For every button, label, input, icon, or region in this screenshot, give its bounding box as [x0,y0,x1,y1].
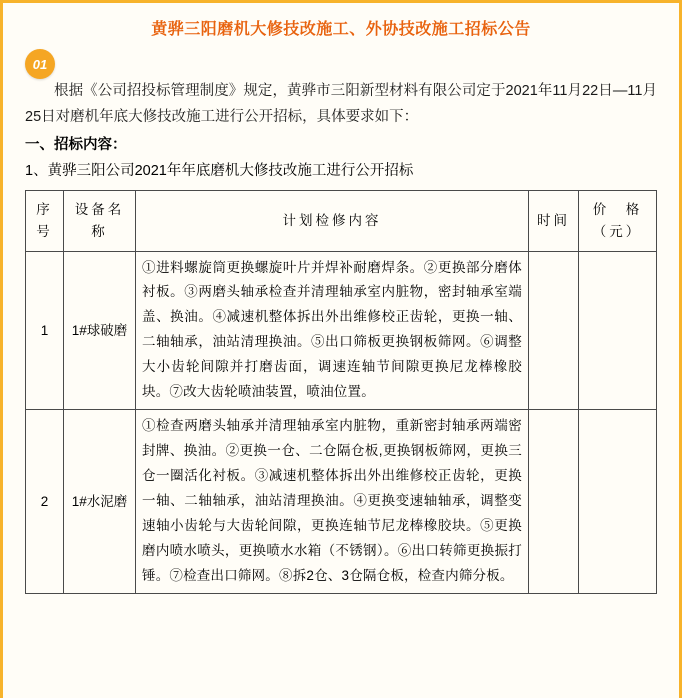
cell-price [579,410,657,594]
cell-content: ①进料螺旋筒更换螺旋叶片并焊补耐磨焊条。②更换部分磨体衬板。③两磨头轴承检查并清理轴承室内脏物，密封轴承室端盖、换油。④减速机整体拆出外出维修校正齿轮，更换一轴、二轴轴承，油站清理换油。⑤出口筛板更换钢板筛网。⑥调整大小齿轮间隙并打磨齿面，调速连轴节间隙更换尼龙棒橡胶块。⑦改大齿轮喷油装置，喷油位置。 [136,251,529,410]
table-row [26,410,657,594]
header-price: 价 格（元） [579,191,657,251]
cell-index: 1 [26,251,64,410]
section-subline: 1、黄骅三阳公司2021年年底磨机大修技改施工进行公开招标 [25,163,414,180]
cell-time [529,410,579,594]
intro-paragraph: 根据《公司招投标管理制度》规定，黄骅市三阳新型材料有限公司定于2021年11月22日—11月25日对磨机年底大修技改施工进行公开招标，具体要求如下： [25,83,657,125]
cell-index: 2 [26,410,64,594]
maintenance-table [25,190,657,594]
section-number-badge: 01 [25,49,55,79]
cell-content: ①检查两磨头轴承并清理轴承室内脏物，重新密封轴承两端密封牌、换油。②更换一仓、二仓隔仓板,更换钢板筛网，更换三仓一圈活化衬板。③减速机整体拆出外出维修校正齿轮，更换一轴、二轴轴承，油站清理换油。④更换变速轴轴承，调整变速轴小齿轮与大齿轮间隙，更换连轴节尼龙棒橡胶块。⑤更换磨内喷水喷头，更换喷水水箱（不锈钢）。⑥出口转筛更换振打锤。⑦检查出口筛网。⑧拆2仓、3仓隔仓板，检查内筛分板。 [136,410,529,594]
page-title: 黄骅三阳磨机大修技改施工、外协技改施工招标公告 [151,21,531,38]
table-header-row [26,191,657,251]
header-equipment: 设备名称 [64,191,136,251]
header-index: 序号 [26,191,64,251]
cell-equipment: 1#球破磨 [64,251,136,410]
cell-price [579,251,657,410]
table-row [26,251,657,410]
cell-time [529,251,579,410]
document-body [3,79,679,594]
badge-row [3,49,679,79]
section-heading: 一、招标内容： [25,137,127,154]
header-time: 时间 [529,191,579,251]
header-content: 计划检修内容 [136,191,529,251]
cell-equipment: 1#水泥磨 [64,410,136,594]
